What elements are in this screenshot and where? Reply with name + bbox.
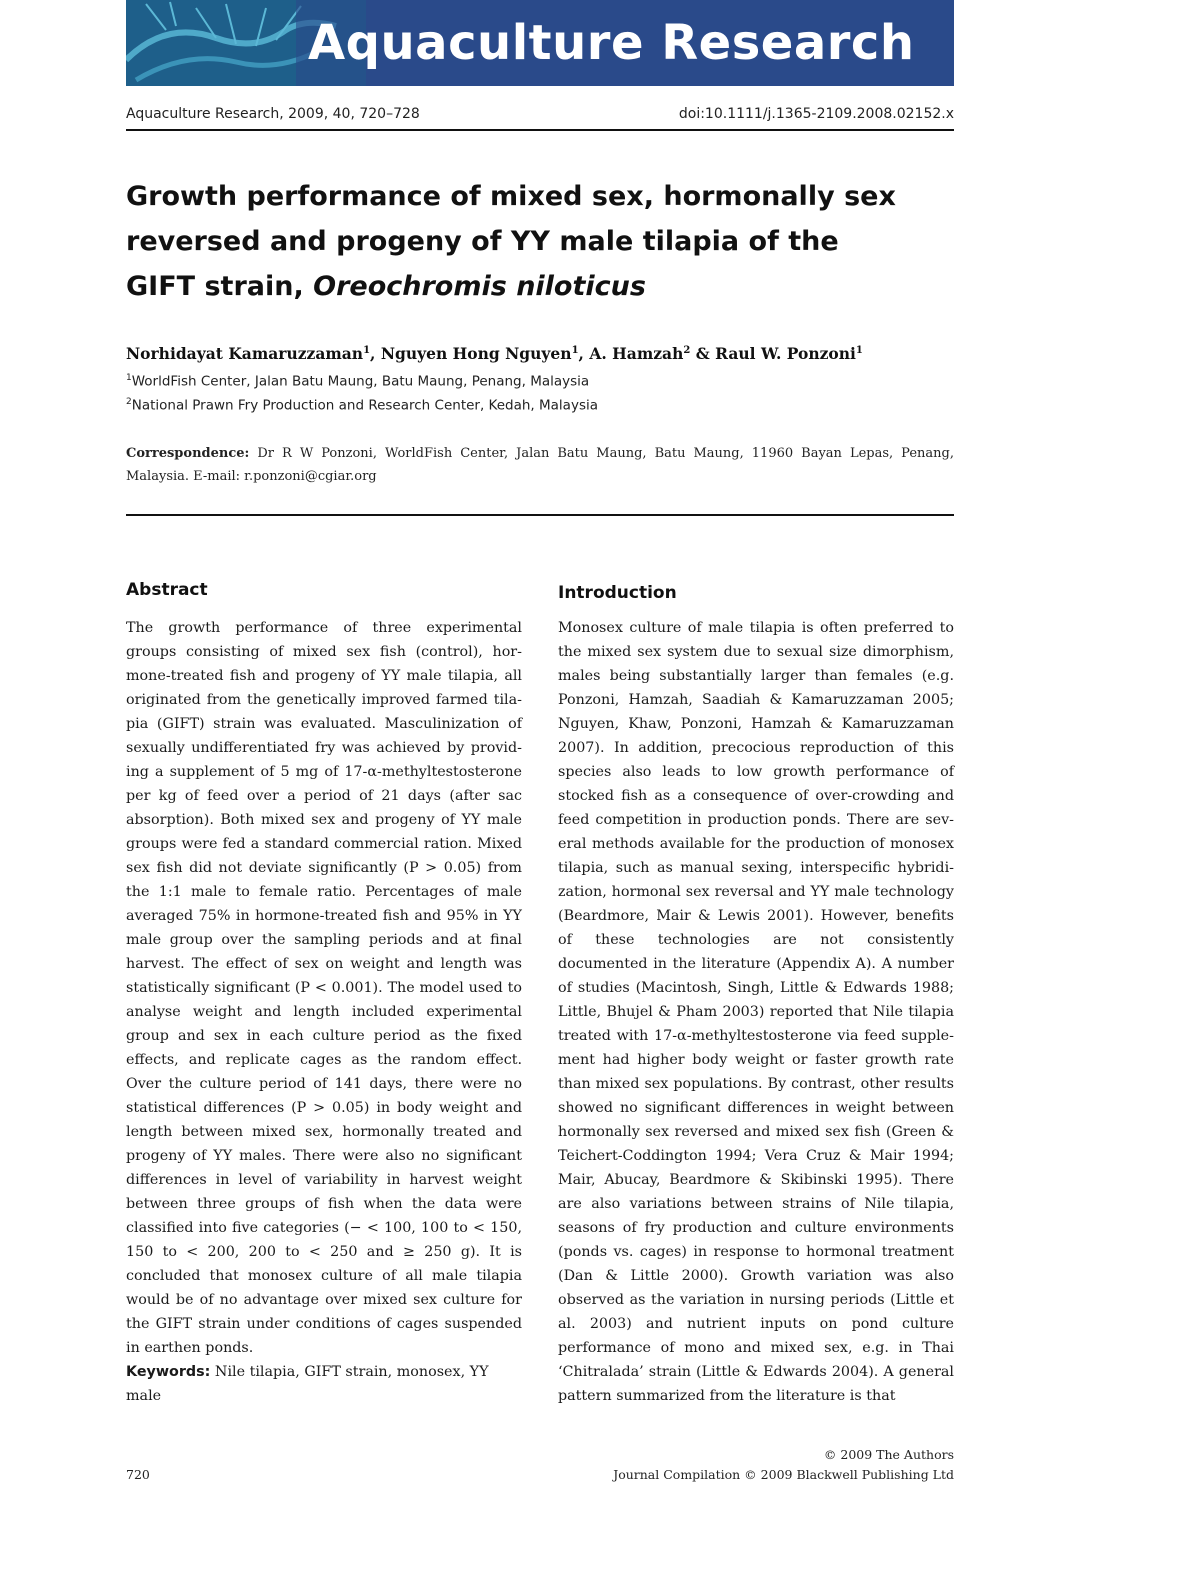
page-number: 720 [126, 1467, 150, 1482]
author-name: Raul W. Ponzoni [715, 344, 856, 363]
affiliation-marker: 2 [683, 344, 691, 356]
affiliation-marker: 1 [571, 344, 579, 356]
correspondence-label: Correspondence: [126, 446, 250, 461]
abstract-text: The growth performance of three experimental groups consisting of mixed sex fish (control), hormone-treated fish and progeny of YY male tilapia, all originated from the genetically improved farmed tilapia (GIFT) strain was evaluated. Masculinization of sexually undifferentiated fry was achieved by providing a supplement of 5 mg of 17-α-methyltestosterone per kg of feed over a period of 21 days (after sac absorption). Both mixed sex and progeny of YY male groups were fed a standard commercial ration. Mixed sex fish did not deviate significantly (P > 0.05) from the 1:1 male to female ratio. Percentages of male averaged 75% in hormone-treated fish and 95% in YY male group over the sampling periods and at final harvest. The effect of sex on weight and length was statistically significant (P < 0.001). The model used to analyse weight and length included experimental group and sex in each culture period as the fixed effects, and replicate cages as the random effect. Over the culture period of 141 days, there were no statistical differences (P > 0.05) in body weight and length between mixed sex, hormonally treated and progeny of YY males. There were also no significant differences in level of variability in harvest weight between three groups of fish when the data were classified into five categories (− < 100, 100 to < 150, 150 to < 200, 200 to < 250 and ≥ 250 g). It is concluded that monosex culture of all male tilapia would be of no advantage over mixed sex culture for the GIFT strain under conditions of cages suspended in earthen ponds. [126, 620, 522, 1356]
affiliation-marker: 1 [363, 344, 371, 356]
abstract-heading: Abstract [126, 580, 208, 600]
correspondence [126, 442, 954, 488]
author-list [126, 344, 863, 363]
introduction-heading: Introduction [558, 583, 677, 603]
author-name: Nguyen Hong Nguyen [380, 344, 572, 363]
affiliation [126, 397, 598, 414]
copyright-authors: © 2009 The Authors [823, 1447, 954, 1462]
section-rule [126, 514, 954, 516]
species-name: Oreochromis niloticus [313, 271, 646, 302]
affiliation-text: National Prawn Fry Production and Research Center, Kedah, Malaysia [131, 397, 599, 414]
title-line: reversed and progeny of YY male tilapia of the [126, 226, 839, 257]
article-title [126, 174, 954, 309]
title-line [126, 264, 954, 309]
journal-banner [126, 0, 954, 86]
doi: doi:10.1111/j.1365-2109.2008.02152.x [678, 106, 954, 122]
author-separator: , [370, 344, 381, 363]
introduction-text: Monosex culture of male tilapia is often preferred to the mixed sex system due to sexual size dimorphism, males being substantially larger than females (e.g. Ponzoni, Hamzah, Saadiah & Kamaruzzaman 2005; Nguyen, Khaw, Ponzoni, Hamzah & Kamaruzzaman 2007). In addition, precocious reproduction of this species also leads to low growth performance of stocked fish as a consequence of over-crowding and feed competition in production ponds. There are several methods available for the production of monosex tilapia, such as manual sexing, interspecific hybridization, hormonal sex reversal and YY male technology (Beardmore, Mair & Lewis 2001). However, benefits of these technologies are not consistently documented in the literature (Appendix A). A number of studies (Macintosh, Singh, Little & Edwards 1988; Little, Bhujel & Pham 2003) reported that Nile tilapia treated with 17-α-methyltestosterone via feed supplement had higher body weight or faster growth rate than mixed sex populations. By contrast, other results showed no significant differences in weight between hormonally sex reversed and mixed sex fish (Green & Teichert-Coddington 1994; Vera Cruz & Mair 1994; Mair, Abucay, Beardmore & Skibinski 1995). There are also variations between strains of Nile tilapia, seasons of fry production and culture environments (ponds vs. cages) in response to hormonal treatment (Dan & Little 2000). Growth variation was also observed as the variation in nursing periods (Little et al. 2003) and nutrient inputs on pond culture performance of mono and mixed sex, e.g. in Thai ‘Chitralada’ strain (Little & Edwards 2004). A general pattern summarized from the literature is that [558, 620, 954, 1404]
affiliation-marker: 2 [126, 397, 132, 407]
citation: Aquaculture Research, 2009, 40, 720–728 [126, 106, 420, 122]
keywords-text: Nile tilapia, GIFT strain, monosex, YY male [126, 1364, 489, 1404]
author-separator: , [578, 344, 590, 363]
copyright-journal: Journal Compilation © 2009 Blackwell Publishing Ltd [613, 1467, 954, 1482]
keywords [126, 1360, 522, 1408]
correspondence-text: Dr R W Ponzoni, WorldFish Center, Jalan Batu Maung, Batu Maung, 11960 Bayan Lepas, Penang, Malaysia. E-mail: r.ponzoni@cgiar.org [126, 446, 954, 484]
journal-name: Aquaculture Research [308, 15, 915, 71]
affiliation-text: WorldFish Center, Jalan Batu Maung, Batu Maung, Penang, Malaysia [131, 373, 590, 390]
author-name: Norhidayat Kamaruzzaman [126, 344, 364, 363]
author-name: A. Hamzah [589, 344, 684, 363]
affiliation-marker: 1 [126, 373, 132, 383]
title-line: Growth performance of mixed sex, hormonally sex [126, 181, 896, 212]
affiliation [126, 373, 589, 390]
header-rule [126, 129, 954, 131]
affiliation-marker: 1 [855, 344, 863, 356]
keywords-label: Keywords: [126, 1364, 211, 1380]
author-separator: & [690, 344, 716, 363]
title-text: GIFT strain, [126, 271, 314, 302]
